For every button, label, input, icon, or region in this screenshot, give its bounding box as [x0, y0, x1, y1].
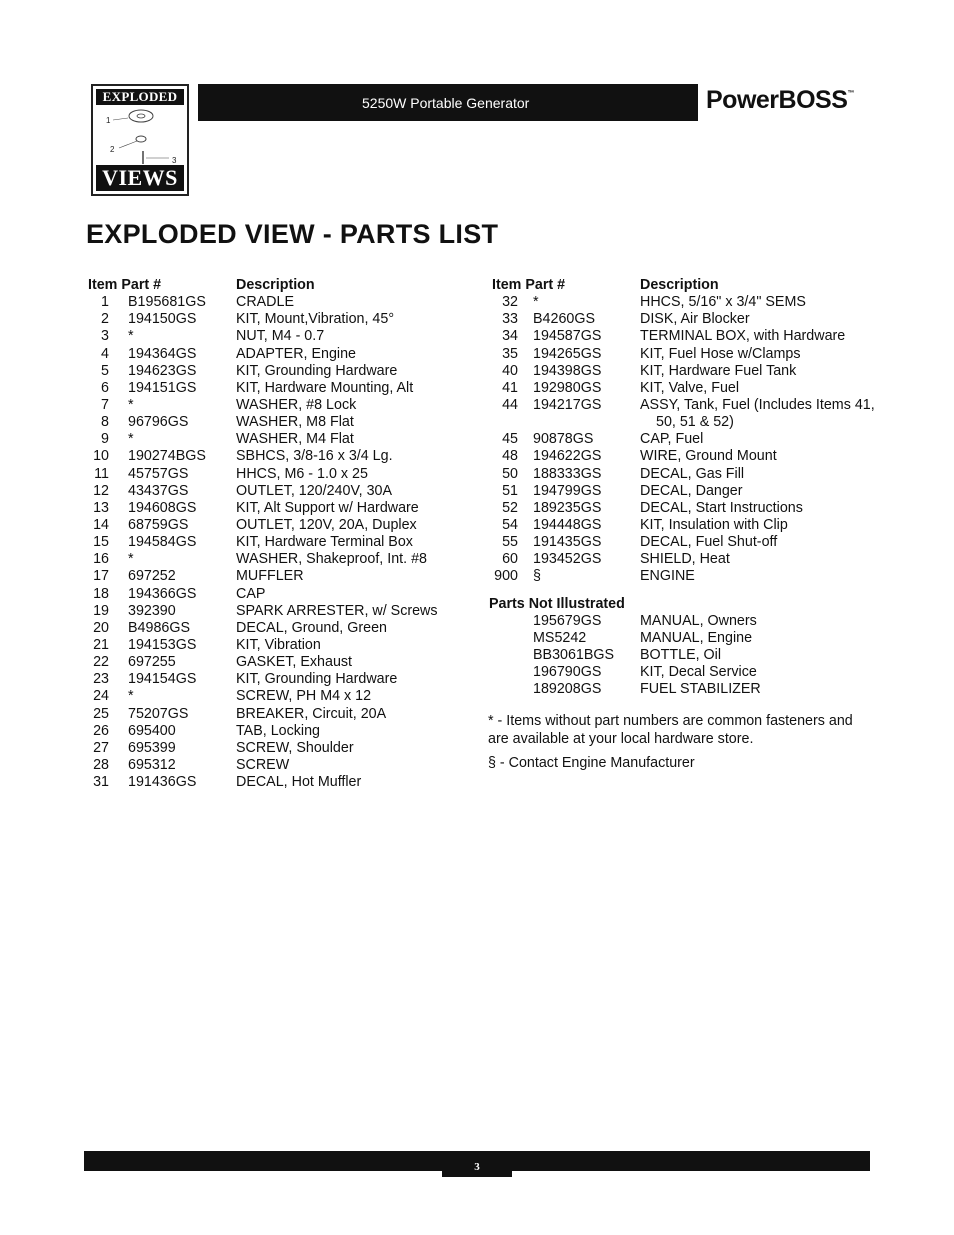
item-number: 11 [94, 465, 109, 482]
item-number: 26 [93, 722, 109, 739]
part-number: § [533, 568, 541, 585]
part-number: MS5242 [533, 629, 587, 646]
item-number: 2 [101, 311, 109, 328]
part-description: SCREW [236, 756, 290, 773]
part-description: DECAL, Fuel Shut-off [640, 534, 778, 551]
part-description: KIT, Alt Support w/ Hardware [236, 499, 419, 516]
part-row [86, 431, 466, 448]
part-description: TERMINAL BOX, with Hardware [640, 328, 846, 345]
part-row [488, 647, 878, 664]
part-number: 194448GS [533, 516, 602, 533]
part-row [86, 568, 466, 585]
part-number: 695400 [128, 722, 176, 739]
part-row [86, 346, 466, 363]
part-number: 695399 [128, 739, 176, 756]
part-number: B4260GS [533, 311, 595, 328]
item-number: 13 [93, 499, 109, 516]
item-number: 54 [502, 516, 518, 533]
part-row [86, 620, 466, 637]
part-description: WASHER, M8 Flat [236, 414, 354, 431]
part-number: * [128, 328, 134, 345]
part-row [488, 483, 878, 500]
part-row [488, 311, 878, 328]
part-description: CRADLE [236, 294, 294, 311]
item-number: 15 [93, 534, 109, 551]
item-number: 22 [93, 654, 109, 671]
part-row [86, 500, 466, 517]
part-number: BB3061BGS [533, 646, 615, 663]
item-number: 60 [502, 551, 518, 568]
part-number: 195679GS [533, 612, 602, 629]
part-number: * [128, 551, 134, 568]
part-number: 191436GS [128, 774, 197, 791]
part-description: TAB, Locking [236, 722, 320, 739]
part-description: KIT, Decal Service [640, 663, 757, 680]
part-description: SBHCS, 3/8-16 x 3/4 Lg. [236, 448, 393, 465]
item-number: 20 [93, 619, 109, 636]
item-number: 28 [93, 756, 109, 773]
part-number: * [533, 294, 539, 311]
callout-3: 3 [172, 156, 177, 165]
part-row [86, 534, 466, 551]
part-description: KIT, Hardware Terminal Box [236, 534, 413, 551]
item-part-header: Item Part # [492, 277, 566, 293]
part-row [86, 774, 466, 791]
item-number: 52 [502, 499, 518, 516]
part-description: DECAL, Start Instructions [640, 499, 803, 516]
part-number: 193452GS [533, 551, 602, 568]
part-row [488, 397, 878, 414]
item-number: 34 [502, 328, 518, 345]
part-description: SPARK ARRESTER, w/ Screws [236, 602, 438, 619]
part-row [86, 380, 466, 397]
part-description: WASHER, M4 Flat [236, 431, 354, 448]
item-number: 17 [93, 568, 109, 585]
part-number: 43437GS [128, 482, 189, 499]
asterisk-note: * - Items without part numbers are common fasteners and are available at your local hardware store. [488, 713, 853, 748]
part-row [488, 294, 878, 311]
item-number: 1 [101, 294, 109, 311]
product-name: 5250W Portable Generator [362, 94, 530, 111]
part-number: 190274BGS [128, 448, 206, 465]
part-number: 194366GS [128, 585, 197, 602]
item-number: 3 [101, 328, 109, 345]
part-description: KIT, Vibration [236, 636, 321, 653]
part-description: OUTLET, 120/240V, 30A [236, 482, 393, 499]
part-description: MANUAL, Owners [640, 612, 757, 629]
part-number: 196790GS [533, 663, 602, 680]
brand-name: PowerBOSS [706, 86, 848, 114]
part-row [488, 346, 878, 363]
part-number: 194217GS [533, 396, 602, 413]
part-description: HHCS, M6 - 1.0 x 25 [236, 465, 368, 482]
description-header: Description [640, 277, 719, 293]
part-row [86, 397, 466, 414]
item-number: 4 [101, 345, 109, 362]
item-number: 9 [101, 431, 109, 448]
part-number: 188333GS [533, 465, 602, 482]
item-number: 8 [101, 414, 109, 431]
part-row [488, 466, 878, 483]
item-number: 16 [93, 551, 109, 568]
part-number: 697252 [128, 568, 176, 585]
item-number: 5 [101, 362, 109, 379]
logo-bottom-text: VIEWS [96, 165, 184, 191]
brand-logo [706, 86, 854, 115]
part-description: WIRE, Ground Mount [640, 448, 777, 465]
logo-top-text: EXPLODED [96, 89, 184, 105]
part-number: 695312 [128, 756, 176, 773]
part-description: SHIELD, Heat [640, 551, 730, 568]
part-row [488, 431, 878, 448]
part-row [86, 414, 466, 431]
item-number: 900 [494, 568, 518, 585]
part-number: 68759GS [128, 516, 189, 533]
part-description: KIT, Insulation with Clip [640, 516, 788, 533]
part-number: 194265GS [533, 345, 602, 362]
part-number: 194398GS [533, 362, 602, 379]
exploded-views-logo [91, 84, 189, 196]
item-number: 19 [93, 602, 109, 619]
item-number: 48 [502, 448, 518, 465]
page-number: 3 [442, 1151, 512, 1177]
part-row [86, 363, 466, 380]
part-row [488, 517, 878, 534]
part-number: 194153GS [128, 636, 197, 653]
part-number: 96796GS [128, 414, 189, 431]
item-number: 10 [93, 448, 109, 465]
part-number: 194799GS [533, 482, 602, 499]
part-description: KIT, Grounding Hardware [236, 671, 398, 688]
item-number: 12 [93, 482, 109, 499]
item-number: 41 [502, 379, 518, 396]
part-number: 194608GS [128, 499, 197, 516]
item-number: 6 [101, 379, 109, 396]
item-number: 18 [93, 585, 109, 602]
part-description: DECAL, Gas Fill [640, 465, 745, 482]
item-number: 50 [502, 465, 518, 482]
part-number: 75207GS [128, 705, 189, 722]
part-row [86, 637, 466, 654]
part-description: DECAL, Hot Muffler [236, 774, 362, 791]
part-number: * [128, 396, 134, 413]
column-header-row [488, 277, 878, 294]
part-description: 50, 51 & 52) [656, 414, 734, 431]
part-description: OUTLET, 120V, 20A, Duplex [236, 516, 417, 533]
item-number: 55 [502, 534, 518, 551]
part-row [86, 603, 466, 620]
item-number: 33 [502, 311, 518, 328]
item-part-header: Item Part # [88, 277, 162, 293]
item-number: 44 [502, 396, 518, 413]
part-description: FUEL STABILIZER [640, 681, 761, 698]
part-number: 191435GS [533, 534, 602, 551]
item-number: 40 [502, 362, 518, 379]
part-row [488, 568, 878, 585]
part-number: B195681GS [128, 294, 206, 311]
part-row [86, 723, 466, 740]
part-description: ADAPTER, Engine [236, 345, 356, 362]
item-number: 14 [93, 516, 109, 533]
not-illustrated-heading: Parts Not Illustrated [489, 595, 625, 612]
part-description: BREAKER, Circuit, 20A [236, 705, 387, 722]
part-number: 90878GS [533, 431, 594, 448]
part-description: SCREW, PH M4 x 12 [236, 688, 372, 705]
item-number: 23 [93, 671, 109, 688]
part-description: DISK, Air Blocker [640, 311, 750, 328]
page-title: EXPLODED VIEW - PARTS LIST [86, 219, 499, 249]
part-row [86, 311, 466, 328]
part-number: * [128, 431, 134, 448]
part-number: 194154GS [128, 671, 197, 688]
part-description: KIT, Hardware Mounting, Alt [236, 379, 414, 396]
part-row [488, 448, 878, 465]
part-number: B4986GS [128, 619, 190, 636]
part-row [86, 517, 466, 534]
parts-list-right [488, 277, 878, 772]
part-row [488, 500, 878, 517]
part-number: 194151GS [128, 379, 197, 396]
part-description: GASKET, Exhaust [236, 654, 353, 671]
callout-1: 1 [106, 116, 111, 125]
part-row [488, 613, 878, 630]
column-header-row [86, 277, 466, 294]
part-number: * [128, 688, 134, 705]
part-number: 194584GS [128, 534, 197, 551]
part-row [86, 654, 466, 671]
part-description: CAP [236, 585, 266, 602]
part-row [86, 294, 466, 311]
part-row [86, 706, 466, 723]
part-row [488, 630, 878, 647]
item-number: 31 [93, 774, 109, 791]
part-description: WASHER, Shakeproof, Int. #8 [236, 551, 427, 568]
section-note: § - Contact Engine Manufacturer [488, 755, 695, 772]
part-description: DECAL, Danger [640, 482, 743, 499]
part-description: ENGINE [640, 568, 695, 585]
item-number: 25 [93, 705, 109, 722]
part-row [86, 586, 466, 603]
part-description: KIT, Valve, Fuel [640, 379, 740, 396]
description-header: Description [236, 277, 315, 293]
part-description: DECAL, Ground, Green [236, 619, 387, 636]
part-number: 189208GS [533, 681, 602, 698]
part-row [86, 483, 466, 500]
part-description: ASSY, Tank, Fuel (Includes Items 41, [640, 396, 875, 413]
callout-2: 2 [110, 145, 115, 154]
part-row [488, 551, 878, 568]
item-number: 51 [502, 482, 518, 499]
part-row [488, 380, 878, 397]
part-row [86, 551, 466, 568]
parts-list-left [86, 277, 466, 791]
part-description: MANUAL, Engine [640, 629, 753, 646]
item-number: 32 [502, 294, 518, 311]
part-number: 194622GS [533, 448, 602, 465]
part-number: 194150GS [128, 311, 197, 328]
part-description: MUFFLER [236, 568, 304, 585]
part-description: SCREW, Shoulder [236, 739, 354, 756]
item-number: 21 [93, 636, 109, 653]
part-row [488, 534, 878, 551]
part-number: 192980GS [533, 379, 602, 396]
part-row [86, 448, 466, 465]
part-description: CAP, Fuel [640, 431, 704, 448]
item-number: 27 [93, 739, 109, 756]
part-number: 194623GS [128, 362, 197, 379]
part-number: 45757GS [128, 465, 189, 482]
part-row [488, 681, 878, 698]
part-description: KIT, Hardware Fuel Tank [640, 362, 797, 379]
header-bar [198, 84, 698, 121]
part-description: BOTTLE, Oil [640, 646, 722, 663]
part-row [86, 757, 466, 774]
part-description: NUT, M4 - 0.7 [236, 328, 325, 345]
part-row [488, 414, 878, 431]
part-description: HHCS, 5/16" x 3/4" SEMS [640, 294, 806, 311]
part-row [488, 363, 878, 380]
item-number: 24 [93, 688, 109, 705]
part-description: WASHER, #8 Lock [236, 396, 357, 413]
part-description: KIT, Grounding Hardware [236, 362, 398, 379]
part-description: KIT, Fuel Hose w/Clamps [640, 345, 801, 362]
trademark-symbol: ™ [847, 90, 854, 97]
part-row [86, 328, 466, 345]
item-number: 35 [502, 345, 518, 362]
part-row [86, 671, 466, 688]
part-number: 189235GS [533, 499, 602, 516]
part-number: 697255 [128, 654, 176, 671]
part-row [488, 328, 878, 345]
part-row [86, 740, 466, 757]
exploded-parts-icon [93, 106, 187, 166]
part-description: KIT, Mount,Vibration, 45° [236, 311, 395, 328]
part-row [488, 664, 878, 681]
part-row [86, 688, 466, 705]
item-number: 45 [502, 431, 518, 448]
part-number: 392390 [128, 602, 176, 619]
item-number: 7 [101, 396, 109, 413]
part-number: 194587GS [533, 328, 602, 345]
part-number: 194364GS [128, 345, 197, 362]
part-row [86, 466, 466, 483]
